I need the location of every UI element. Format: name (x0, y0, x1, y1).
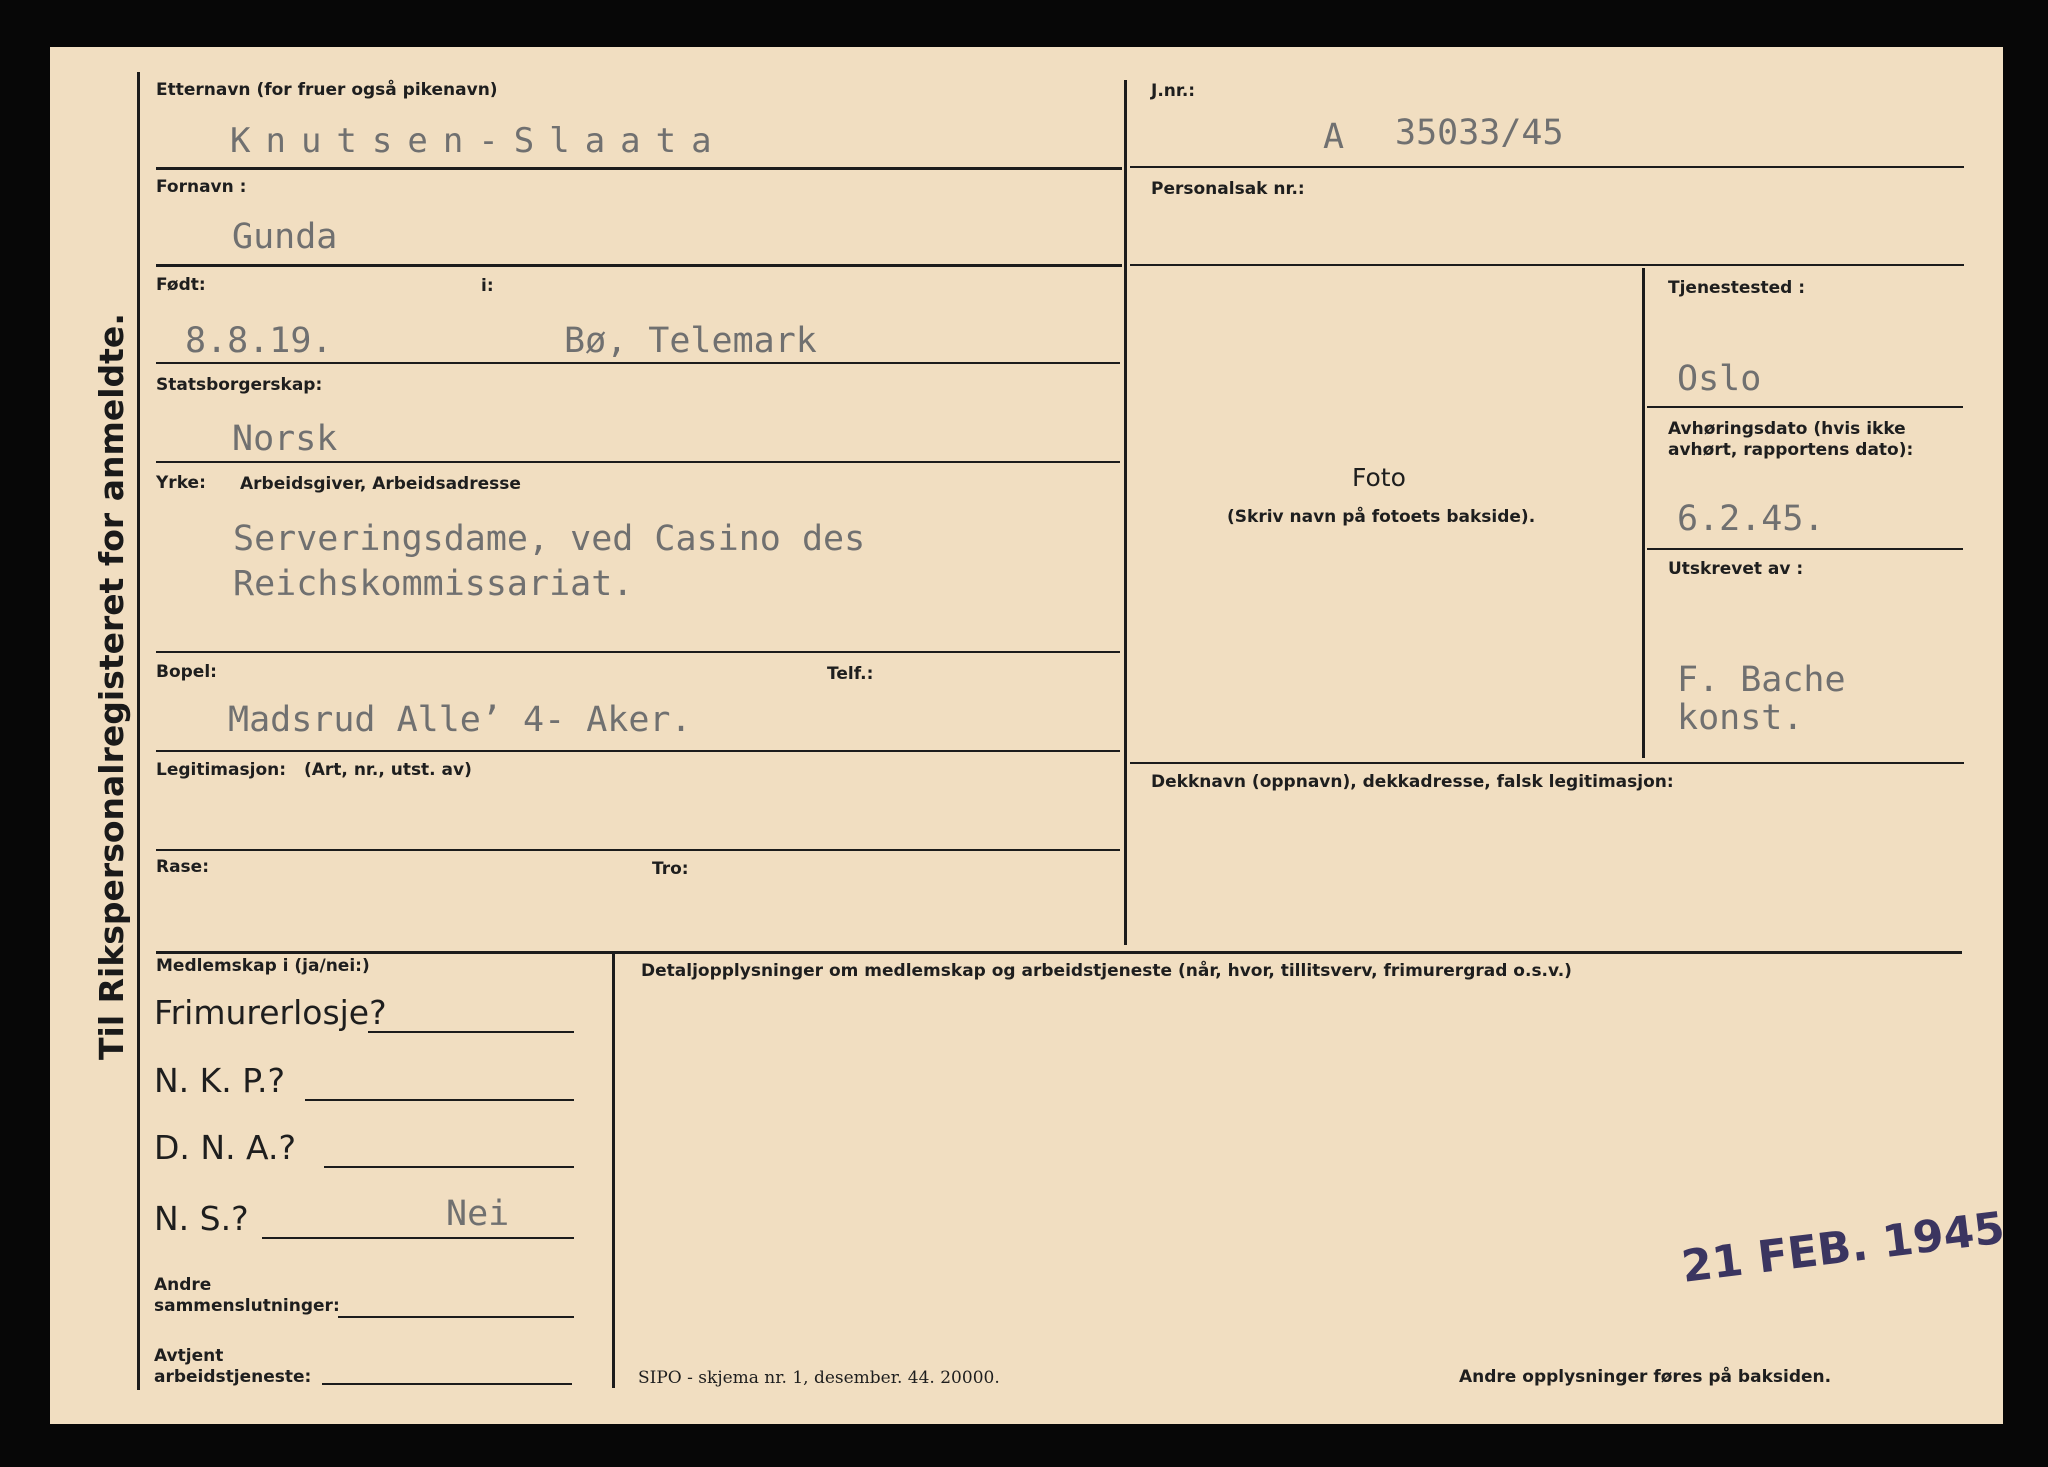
race-faith-rule (156, 951, 1962, 954)
middle-divider-line (1124, 80, 1127, 945)
born-place-value[interactable]: Bø, Telemark (564, 321, 817, 361)
date-stamp: 21 FEB. 1945 (1678, 1202, 2008, 1293)
surname-label: Etternavn (for fruer også pikenavn) (156, 80, 498, 100)
born-in-label: i: (481, 276, 494, 296)
surname-value[interactable]: Knutsen-Slaata (230, 121, 727, 161)
ns-label: N. S.? (154, 1199, 249, 1238)
interrogation-date-value[interactable]: 6.2.45. (1677, 499, 1825, 539)
occupation-rule (156, 651, 1120, 653)
freemason-rule (368, 1031, 574, 1033)
nkp-rule (305, 1099, 574, 1101)
first-name-value[interactable]: Gunda (232, 217, 338, 257)
residence-rule (156, 750, 1120, 752)
personal-case-label: Personalsak nr.: (1151, 179, 1305, 199)
ns-value[interactable]: Nei (446, 1194, 510, 1234)
interrogation-date-rule (1647, 548, 1963, 550)
faith-label: Tro: (652, 859, 689, 879)
interrogation-date-label-2: avhørt, rapportens dato): (1668, 440, 1914, 460)
labour-service-label-2: arbeidstjeneste: (154, 1367, 312, 1387)
other-orgs-label-2: sammenslutninger: (154, 1296, 340, 1316)
service-location-value[interactable]: Oslo (1677, 359, 1762, 399)
journal-no-label: J.nr.: (1151, 81, 1196, 101)
other-info-note: Andre opplysninger føres på baksiden. (1459, 1367, 1832, 1387)
identification-hint: (Art, nr., utst. av) (304, 760, 472, 780)
ns-rule (262, 1237, 574, 1239)
residence-value[interactable]: Madsrud Alle’ 4- Aker. (228, 700, 692, 740)
dna-label: D. N. A.? (154, 1128, 297, 1167)
race-label: Rase: (156, 857, 210, 877)
identification-rule (156, 849, 1120, 851)
labour-service-label-1: Avtjent (154, 1346, 224, 1366)
interrogation-date-label-1: Avhøringsdato (hvis ikke (1668, 419, 1906, 439)
occupation-label: Yrke: (156, 473, 206, 493)
inner-divider-line (1642, 268, 1645, 758)
side-caption: Til Rikspersonalregisteret for anmeldte. (92, 313, 131, 1060)
firstname-rule (156, 264, 1122, 267)
journal-no-prefix[interactable]: A (1323, 117, 1345, 157)
journal-rule (1130, 166, 1964, 168)
citizenship-label: Statsborgerskap: (156, 375, 323, 395)
residence-label: Bopel: (156, 662, 217, 682)
employer-label: Arbeidsgiver, Arbeidsadresse (240, 474, 521, 494)
identification-label: Legitimasjon: (156, 760, 287, 780)
nkp-label: N. K. P.? (154, 1061, 286, 1100)
occupation-value-line2[interactable]: Reichskommissariat. (233, 564, 634, 604)
personal-case-rule (1130, 264, 1964, 266)
dna-rule (324, 1166, 574, 1168)
phone-label: Telf.: (827, 664, 874, 684)
bottom-left-divider-line (612, 952, 615, 1388)
cover-name-label: Dekknavn (oppnavn), dekkadresse, falsk legitimasjon: (1151, 772, 1674, 792)
other-orgs-rule (338, 1316, 574, 1318)
labour-service-rule (322, 1383, 572, 1385)
details-label: Detaljopplysninger om medlemskap og arbeidstjeneste (når, hvor, tillitsverv, frimurergrad o.s.v.) (641, 961, 1572, 981)
occupation-value-line1[interactable]: Serveringsdame, ved Casino des (233, 519, 866, 559)
service-location-label: Tjenestested : (1668, 278, 1806, 298)
issued-by-label: Utskrevet av : (1668, 559, 1804, 579)
journal-no-value[interactable]: 35033/45 (1395, 113, 1564, 153)
issued-by-value-line1[interactable]: F. Bache (1677, 660, 1846, 700)
photo-hint: (Skriv navn på fotoets bakside). (1227, 507, 1536, 527)
citizenship-value[interactable]: Norsk (232, 419, 338, 459)
first-name-label: Fornavn : (156, 177, 247, 197)
left-border-line (137, 72, 140, 1390)
born-label: Født: (156, 275, 206, 295)
form-number: SIPO - skjema nr. 1, desember. 44. 20000. (638, 1368, 1000, 1388)
photo-bottom-rule (1130, 762, 1964, 764)
freemason-label: Frimurerlosje? (154, 993, 387, 1032)
surname-rule (156, 167, 1122, 170)
service-location-rule (1647, 406, 1963, 408)
photo-label: Foto (1352, 463, 1406, 492)
issued-by-value-line2[interactable]: konst. (1677, 698, 1804, 738)
membership-label: Medlemskap i (ja/nei:) (156, 956, 370, 976)
born-date-value[interactable]: 8.8.19. (185, 321, 333, 361)
other-orgs-label-1: Andre (154, 1275, 212, 1295)
